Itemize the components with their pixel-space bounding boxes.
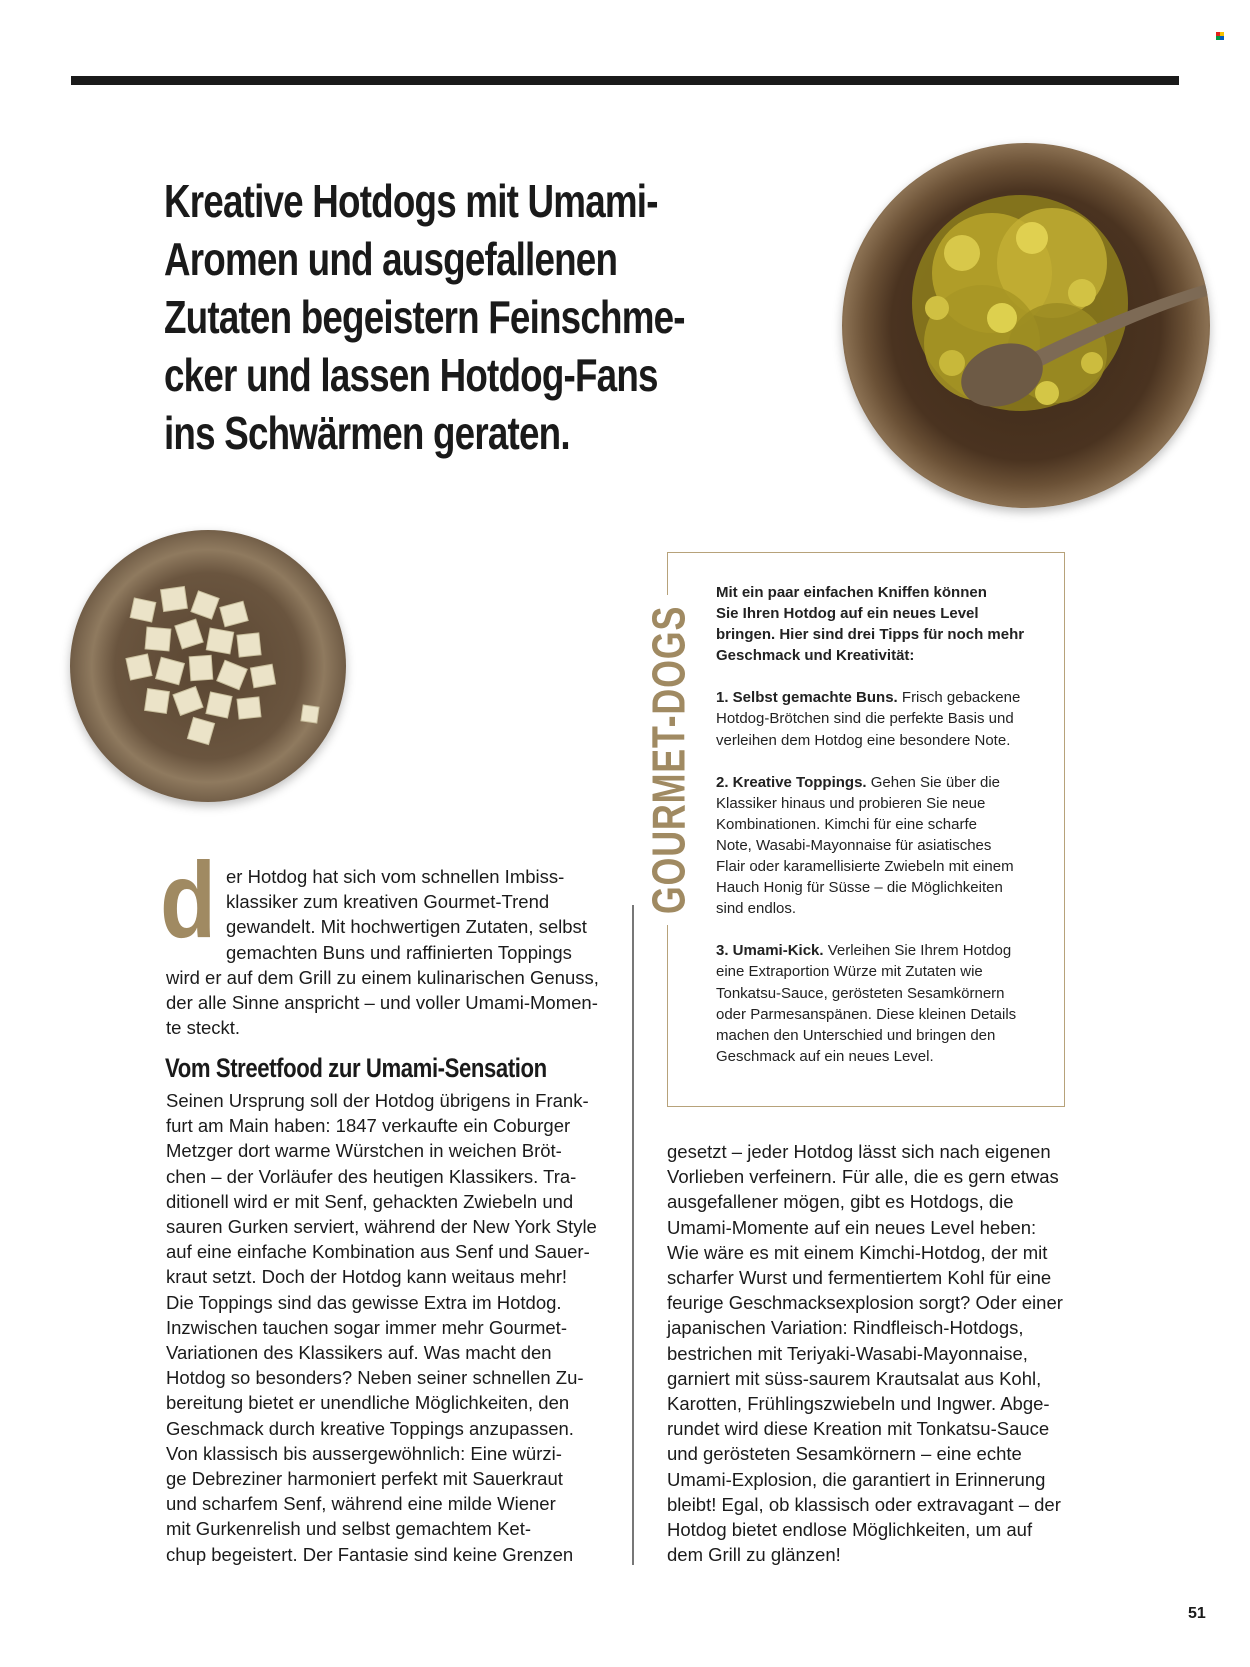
tip-box-content xyxy=(716,582,1066,1088)
body-line: sauren Gurken serviert, während der New York Style xyxy=(166,1216,597,1238)
body-line: Karotten, Frühlingszwiebeln und Ingwer. Abge- xyxy=(667,1393,1050,1415)
body-line: Hotdog so besonders? Neben seiner schnellen Zu- xyxy=(166,1367,584,1389)
headline-line: ins Schwärmen geraten. xyxy=(164,407,570,459)
body-line: chen – der Vorläufer des heutigen Klassikers. Tra- xyxy=(166,1165,577,1187)
body-column-left xyxy=(166,1088,611,1567)
headline-line: Zutaten begeistern Feinschme- xyxy=(164,291,685,343)
intro-paragraph xyxy=(166,864,616,1040)
body-line: Von klassisch bis aussergewöhnlich: Eine würzi- xyxy=(166,1442,562,1464)
tip-text: Gehen Sie über die xyxy=(866,773,1001,791)
body-line: Variationen des Klassikers auf. Was macht den xyxy=(166,1342,552,1364)
body-line: Metzger dort warme Würstchen in weichen Bröt- xyxy=(166,1140,562,1162)
tip-line: Note, Wasabi-Mayonnaise für asiatisches xyxy=(716,836,992,854)
intro-line: te steckt. xyxy=(166,1017,241,1039)
headline-line: cker und lassen Hotdog-Fans xyxy=(164,349,658,401)
relish-bowl-image xyxy=(842,143,1210,508)
body-line: Die Toppings sind das gewisse Extra im Hotdog. xyxy=(166,1291,562,1313)
body-line: japanischen Variation: Rindfleisch-Hotdogs, xyxy=(667,1317,1024,1339)
tip-line: sind endlos. xyxy=(716,900,797,918)
tip-item xyxy=(716,687,1066,750)
tip-box-vertical-label xyxy=(618,595,720,925)
body-line: Seinen Ursprung soll der Hotdog übrigens in Frank- xyxy=(166,1090,589,1111)
tip-line: Flair oder karamellisierte Zwiebeln mit einem xyxy=(716,858,1014,876)
body-line: Umami-Momente auf ein neues Level heben: xyxy=(667,1216,1037,1238)
body-line: feurige Geschmacksexplosion sorgt? Oder einer xyxy=(667,1292,1063,1314)
top-rule xyxy=(71,76,1179,85)
tip-title: 2. Kreative Toppings. xyxy=(716,773,867,791)
body-line: scharfer Wurst und fermentiertem Kohl für eine xyxy=(667,1267,1052,1289)
tip-intro-line: Mit ein paar einfachen Kniffen können xyxy=(716,584,987,601)
body-line: und gerösteten Sesamkörnern – eine echte xyxy=(667,1443,1022,1465)
body-line: bereitung bietet er unendliche Möglichkeiten, den xyxy=(166,1392,570,1414)
headline-line: Aromen und ausgefallenen xyxy=(164,233,618,285)
body-line: kraut setzt. Doch der Hotdog kann weitaus mehr! xyxy=(166,1266,568,1288)
intro-line: er Hotdog hat sich vom schnellen Imbiss- xyxy=(226,866,565,887)
tip-line: Klassiker hinaus und probieren Sie neue xyxy=(716,794,986,812)
color-registration-mark xyxy=(1216,32,1224,40)
body-line: bleibt! Egal, ob klassisch oder extravagant – der xyxy=(667,1493,1061,1515)
tip-text: Verleihen Sie Ihrem Hotdog xyxy=(823,942,1012,960)
body-line: gesetzt – jeder Hotdog lässt sich nach eigenen xyxy=(667,1141,1051,1162)
body-line: Hotdog bietet endlose Möglichkeiten, um auf xyxy=(667,1519,1033,1541)
body-line: mit Gurkenrelish und selbst gemachtem Ket- xyxy=(166,1518,532,1540)
body-line: auf eine einfache Kombination aus Senf und Sauer- xyxy=(166,1241,590,1263)
body-line: Umami-Explosion, die garantiert in Erinnerung xyxy=(667,1468,1046,1490)
tip-line: oder Parmesanspänen. Diese kleinen Details xyxy=(716,1005,1017,1023)
body-line: Inzwischen tauchen sogar immer mehr Gourmet- xyxy=(166,1316,567,1338)
tip-line: Geschmack auf ein neues Level. xyxy=(716,1047,934,1065)
headline-line: Kreative Hotdogs mit Umami- xyxy=(164,175,658,227)
tip-line: Hotdog-Brötchen sind die perfekte Basis und xyxy=(716,710,1014,728)
tip-intro xyxy=(716,582,1066,666)
body-line: und scharfem Senf, während eine milde Wiener xyxy=(166,1493,556,1515)
body-line: chup begeistert. Der Fantasie sind keine Grenzen xyxy=(166,1543,574,1565)
body-line: ausgefallener mögen, gibt es Hotdogs, die xyxy=(667,1191,1014,1213)
tip-intro-line: Sie Ihren Hotdog auf ein neues Level xyxy=(716,605,979,623)
intro-line: gewandelt. Mit hochwertigen Zutaten, selbst xyxy=(226,916,587,938)
tip-line: eine Extraportion Würze mit Zutaten wie xyxy=(716,963,983,981)
column-divider xyxy=(632,905,634,1565)
relish-illustration xyxy=(842,143,1210,508)
tip-intro-line: bringen. Hier sind drei Tipps für noch mehr xyxy=(716,626,1025,644)
body-line: ge Debreziner harmoniert perfekt mit Sauerkraut xyxy=(166,1468,563,1490)
registration-square-blue xyxy=(1220,36,1224,40)
tip-text: Frisch gebackene xyxy=(897,689,1021,707)
body-column-right xyxy=(667,1139,1097,1567)
intro-line: wird er auf dem Grill zu einem kulinarischen Genuss, xyxy=(166,966,599,988)
intro-line: der alle Sinne anspricht – und voller Umami-Momen- xyxy=(166,992,598,1014)
body-line: dem Grill zu glänzen! xyxy=(667,1544,841,1566)
section-subhead: Vom Streetfood zur Umami-Sensation xyxy=(165,1053,547,1083)
body-line: Geschmack durch kreative Toppings anzupassen. xyxy=(166,1417,574,1439)
body-line: Wie wäre es mit einem Kimchi-Hotdog, der mit xyxy=(667,1241,1048,1263)
diced-onion-pile xyxy=(126,586,319,744)
intro-line: klassiker zum kreativen Gourmet-Trend xyxy=(226,891,550,913)
tip-line: machen den Unterschied und bringen den xyxy=(716,1026,996,1044)
body-line: rundet wird diese Kreation mit Tonkatsu-Sauce xyxy=(667,1418,1050,1440)
tip-item xyxy=(716,772,1066,920)
body-line: bestrichen mit Teriyaki-Wasabi-Mayonnaise, xyxy=(667,1342,1028,1364)
body-line: ditionell wird er mit Senf, gehackten Zwiebeln und xyxy=(166,1190,574,1212)
tip-item xyxy=(716,940,1066,1067)
vertical-label-text: GOURMET-DOGS xyxy=(643,605,695,915)
tip-title: 1. Selbst gemachte Buns. xyxy=(716,689,898,707)
body-line: furt am Main haben: 1847 verkaufte ein Coburger xyxy=(166,1115,571,1137)
drop-cap: d xyxy=(160,839,217,960)
body-line: Vorlieben verfeinern. Für alle, die es gern etwas xyxy=(667,1166,1059,1188)
page-number: 51 xyxy=(1188,1605,1206,1622)
tip-intro-line: Geschmack und Kreativität: xyxy=(716,647,915,665)
onion-bowl-image xyxy=(70,530,346,802)
onion-illustration xyxy=(70,530,346,802)
tip-line: Kombinationen. Kimchi für eine scharfe xyxy=(716,815,977,833)
tip-line: verleihen dem Hotdog eine besondere Note. xyxy=(716,731,1011,749)
tip-line: Hauch Honig für Süsse – die Möglichkeiten xyxy=(716,879,1003,897)
headline xyxy=(164,172,684,462)
tip-title: 3. Umami-Kick. xyxy=(716,942,824,960)
intro-line: gemachten Buns und raffinierten Toppings xyxy=(226,941,572,963)
tip-line: Tonkatsu-Sauce, gerösteten Sesamkörnern xyxy=(716,984,1005,1002)
body-line: garniert mit süss-saurem Krautsalat aus Kohl, xyxy=(667,1367,1042,1389)
